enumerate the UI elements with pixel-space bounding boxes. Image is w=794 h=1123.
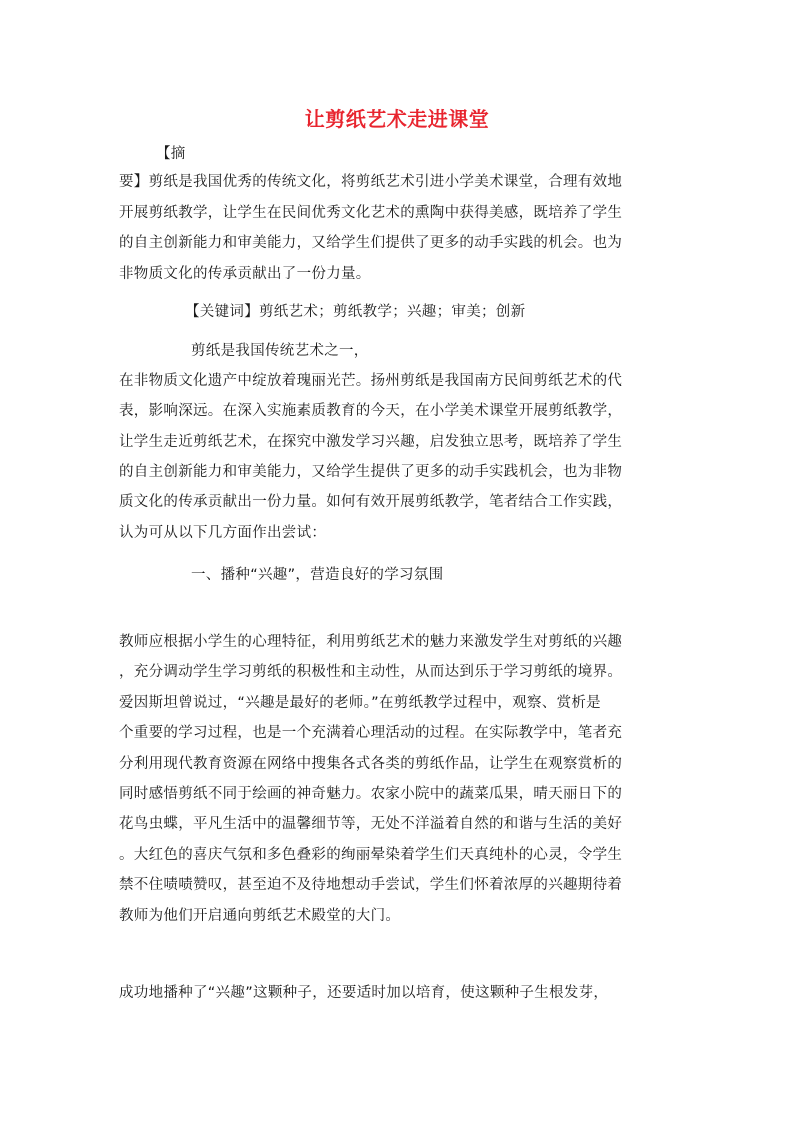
body-paragraph-line: 质文化的传承贡献出一份力量。如何有效开展剪纸教学，笔者结合工作实践， (119, 494, 623, 510)
body-paragraph-line: 。大红色的喜庆气氛和多色叠彩的绚丽晕染着学生们天真纯朴的心灵，令学生 (119, 847, 623, 863)
body-paragraph-line: 教师为他们开启通向剪纸艺术殿堂的大门。 (119, 908, 401, 924)
body-paragraph-line: 禁不住啧啧赞叹，甚至迫不及待地想动手尝试，学生们怀着浓厚的兴趣期待着 (119, 877, 623, 893)
abstract-line: 非物质文化的传承贡献出了一份力量。 (119, 266, 371, 282)
body-paragraph-line: 剪纸是我国传统艺术之一， (191, 343, 369, 359)
body-paragraph-line: 爱因斯坦曾说过，“兴趣是最好的老师。”在剪纸教学过程中，观察、赏析是 (119, 695, 601, 711)
body-paragraph-line: 表，影响深远。在深入实施素质教育的今天，在小学美术课堂开展剪纸教学， (119, 403, 623, 419)
abstract-line: 开展剪纸教学，让学生在民间优秀文化艺术的熏陶中获得美感，既培养了学生 (119, 205, 623, 221)
body-paragraph-line: 认为可从以下几方面作出尝试： (119, 525, 327, 541)
body-paragraph-line: 成功地播种了“兴趣”这颗种子，还要适时加以培育，使这颗种子生根发芽， (119, 985, 609, 1001)
body-paragraph-line: 在非物质文化遗产中绽放着瑰丽光芒。扬州剪纸是我国南方民间剪纸艺术的代 (119, 373, 623, 389)
body-paragraph-line: 个重要的学习过程，也是一个充满着心理活动的过程。在实际教学中，笔者充 (119, 725, 623, 741)
section-heading: 一、播种“兴趣”，营造良好的学习氛围 (191, 567, 444, 583)
document-title: 让剪纸艺术走进课堂 (304, 107, 490, 131)
keywords-line: 【关键词】剪纸艺术；剪纸教学；兴趣；审美；创新 (185, 304, 526, 320)
body-paragraph-line: 让学生走近剪纸艺术，在探究中激发学习兴趣，启发独立思考，既培养了学生 (119, 434, 623, 450)
abstract-label-start: 【摘 (156, 146, 186, 162)
body-paragraph-line: 同时感悟剪纸不同于绘画的神奇魅力。农家小院中的蔬菜瓜果，晴天丽日下的 (119, 786, 623, 802)
body-paragraph-line: 教师应根据小学生的心理特征，利用剪纸艺术的魅力来激发学生对剪纸的兴趣 (119, 634, 623, 650)
body-paragraph-line: 分利用现代教育资源在网络中搜集各式各类的剪纸作品，让学生在观察赏析的 (119, 756, 623, 772)
body-paragraph-line: 的自主创新能力和审美能力，又给学生提供了更多的动手实践机会，也为非物 (119, 464, 623, 480)
abstract-line: 的自主创新能力和审美能力，又给学生们提供了更多的动手实践的机会。也为 (119, 235, 623, 251)
abstract-line: 要】剪纸是我国优秀的传统文化，将剪纸艺术引进小学美术课堂，合理有效地 (119, 174, 623, 190)
body-paragraph-line: ，充分调动学生学习剪纸的积极性和主动性，从而达到乐于学习剪纸的境界。 (119, 664, 623, 680)
body-paragraph-line: 花鸟虫蝶，平凡生活中的温馨细节等，无处不洋溢着自然的和谐与生活的美好 (119, 816, 623, 832)
